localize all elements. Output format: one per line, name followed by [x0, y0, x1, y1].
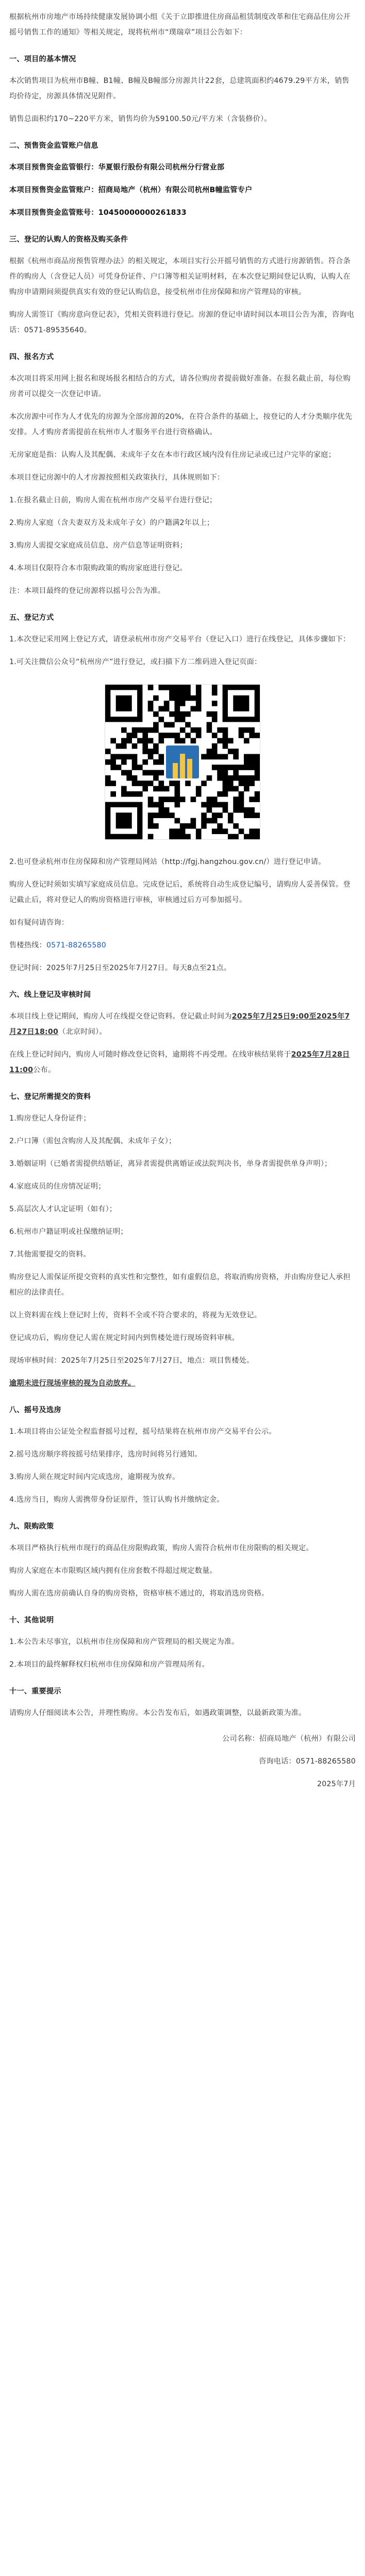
- section-7-list-item: 2.户口簿（需包含购房人及其配偶、未成年子女）；: [9, 1137, 176, 1145]
- section-8-paragraph-1: 1.本项目将由公证处全程监督摇号过程，摇号结果将在杭州市房产交易平台公示。: [9, 1428, 276, 1436]
- section-4-paragraph-4: 本项目登记房源中的人才房源按照相关政策执行，具体规则如下：: [9, 473, 225, 482]
- section-6-paragraph-2: [9, 1047, 356, 1078]
- section-9-paragraph-2: 购房人家庭在本市限购区域内拥有住房套数不得超过规定数量。: [9, 1567, 217, 1575]
- section-6-paragraph-1: [9, 1009, 356, 1040]
- section-2-line-1: 本项目预售资金监管银行：华夏银行股份有限公司杭州分行营业部: [9, 163, 225, 172]
- phone-label: 售楼热线：: [9, 941, 46, 950]
- section-11-title: 十一、重要提示: [9, 1687, 61, 1696]
- section-8-paragraph-2: 2.摇号选房顺序将按摇号结果排序，选房时间将另行通知。: [9, 1450, 202, 1459]
- section-10-paragraph-1: 1.本公告未尽事宜，以杭州市住房保障和房产管理局的相关规定为准。: [9, 1638, 239, 1646]
- section-4-list-item: 2.购房人家庭（含夫妻双方及未成年子女）的户籍满2年以上；: [9, 519, 214, 527]
- section-8-paragraph-4: 4.选房当日，购房人需携带身份证原件，签订认购书并缴纳定金。: [9, 1496, 224, 1504]
- signature-block: [9, 1731, 356, 1792]
- section-4-list-item: 4.本项目仅限符合本市限购政策的购房家庭进行登记。: [9, 564, 187, 572]
- section-7-list-item: 7.其他需要提交的资料。: [9, 1250, 91, 1259]
- signature-contact: 咨询电话：0571-88265580: [259, 1757, 356, 1766]
- section-7-title: 七、登记所需提交的资料: [9, 1093, 91, 1101]
- section-4-paragraph-2: 本次房源中可作为人才优先的房源为全部房源的20%，在符合条件的基础上，按登记的人才分类顺序优先安排。人才购房者需提前在杭州市人才服务平台进行资格确认。: [9, 413, 353, 436]
- section-3-paragraph-1: 根据《杭州市商品房预售管理办法》的相关规定，本项目实行公开摇号销售的方式进行房源销售。符合条件的购房人（含登记人员）可凭身份证件、户口簿等相关证明材料，在本次登记期间登记认购，认购人在购房申请期间须提供真实有效的登记认购信息，接受杭州市住房保障和房产管理局的审核。: [9, 257, 351, 296]
- phone-link[interactable]: 0571-88265580: [46, 941, 106, 950]
- section-9-paragraph-1: 本项目严格执行杭州市现行的商品住房限购政策，购房人需符合杭州市住房限购的相关规定。: [9, 1544, 313, 1552]
- section-9-paragraph-3: 购房人需在选房前确认自身的购房资格，资格审核不通过的，将取消选房资格。: [9, 1589, 269, 1598]
- section-6-p1-tail: （北京时间）。: [58, 1028, 107, 1036]
- section-9-title: 九、限购政策: [9, 1522, 54, 1531]
- section-5-paragraph-5: 如有疑问请咨询：: [9, 919, 69, 927]
- section-2-line-2: 本项目预售资金监管账户：招商局地产（杭州）有限公司杭州B幢监管专户: [9, 186, 253, 194]
- qr-code-container: [9, 684, 356, 840]
- section-4-title: 四、报名方式: [9, 353, 54, 361]
- section-6-p2-text: 在线上登记时间内，购房人可随时修改登记资料，逾期将不再受理。在线审核结果将于: [9, 1050, 291, 1059]
- section-10-paragraph-2: 2.本项目的最终解释权归杭州市住房保障和房产管理局所有。: [9, 1660, 210, 1669]
- section-7-list-item: 6.杭州市户籍证明或社保缴纳证明；: [9, 1228, 128, 1236]
- section-1-title: 一、项目的基本情况: [9, 55, 76, 63]
- section-11-paragraph-1: 请购房人仔细阅读本公告，并理性购房。本公告发布后，如遇政策调整，以最新政策为准。: [9, 1709, 306, 1717]
- section-5-phone-line: [9, 938, 356, 953]
- section-7-paragraph-2: 以上资料需在线上登记时上传，资料不全或不符合要求的，将视为无效登记。: [9, 1311, 262, 1319]
- section-5-paragraph-1: 1.本次登记采用网上登记方式，请登录杭州市房产交易平台（登记入口）进行在线登记，具体步骤如下：: [9, 635, 351, 643]
- section-7-list-item: 4.家庭成员的住房情况证明；: [9, 1182, 106, 1191]
- section-4-list-item: 3.购房人需提交家庭成员信息、房产信息等证明资料；: [9, 541, 187, 550]
- section-2-title: 二、预售资金监管账户信息: [9, 142, 98, 150]
- section-1-paragraph-1: 本次销售项目为杭州市B幢、B1幢、B幢及B幢部分房源共计22套，总建筑面积约4679.29平方米，销售均价待定，房源具体情况见附件。: [9, 77, 350, 100]
- section-7-list-item: 5.高层次人才认定证明（如有）；: [9, 1205, 117, 1213]
- section-2-line-3: 本项目预售资金监管账号：10450000000261833: [9, 209, 187, 217]
- qr-code-image[interactable]: [105, 684, 260, 840]
- qr-center-logo-icon: [164, 744, 201, 780]
- signature-date: 2025年7月: [317, 1780, 356, 1788]
- section-8-title: 八、摇号及选房: [9, 1406, 61, 1414]
- registration-date: 2025年7月25日9:00至2025年7月27日18:00: [9, 1012, 350, 1036]
- section-4-list-item: 1.在报名截止日前，购房人需在杭州市房产交易平台进行登记；: [9, 496, 217, 504]
- intro-paragraph: 根据杭州市房地产市场持续健康发展协调小组《关于立即推进住房商品租赁制度改革和住宅商品住房公开摇号销售工作的通知》等相关规定，现将杭州市“璞瑞章”项目公告如下：: [9, 13, 351, 37]
- section-3-title: 三、登记的认购人的资格及购买条件: [9, 235, 128, 244]
- section-4-paragraph-1: 本次项目将采用网上报名和现场报名相结合的方式，请各位购房者提前做好准备。在报名截止前，每位购房者可以提交一次登记申请。: [9, 375, 351, 398]
- section-5-time: 登记时间：2025年7月25日至2025年7月27日。每天8点至21点。: [9, 964, 231, 972]
- section-7-paragraph-4: 现场审核时间：2025年7月25日至2025年7月27日，地点：项目售楼处。: [9, 1357, 254, 1365]
- section-1-paragraph-2: 销售总面积约170~220平方米，销售均价为59100.50元/平方米（含装修价）。: [9, 115, 272, 123]
- signature-company: 公司名称：招商局地产（杭州）有限公司: [222, 1735, 356, 1743]
- section-7-highlight: 逾期未进行现场审核的视为自动放弃。: [9, 1379, 136, 1387]
- section-8-paragraph-3: 3.购房人须在规定时间内完成选房，逾期视为放弃。: [9, 1473, 180, 1481]
- result-date: 2025年7月28日11:00: [9, 1050, 350, 1074]
- section-10-title: 十、其他说明: [9, 1616, 54, 1624]
- section-5-paragraph-2: 1.可关注微信公众号“杭州房产”进行登记，或扫描下方二维码进入登记页面：: [9, 658, 262, 666]
- section-7-paragraph-3: 登记成功后，购房登记人需在规定时间内到售楼处进行现场资料审核。: [9, 1334, 240, 1342]
- section-4-paragraph-3: 无房家庭是指：认购人及其配偶、未成年子女在本市行政区域内没有住房记录或已过户完毕的家庭；: [9, 451, 336, 459]
- section-5-paragraph-3: 2.也可登录杭州市住房保障和房产管理局网站（http://fgj.hangzhou.gov.cn/）进行登记申请。: [9, 858, 326, 866]
- section-7-list-item: 3.婚姻证明（已婚者需提供结婚证，离异者需提供离婚证或法院判决书，单身者需提供单身声明）；: [9, 1160, 332, 1168]
- section-7-paragraph-1: 购房登记人需保证所提交资料的真实性和完整性，如有虚假信息，将取消购房资格，并由购房登记人承担相应的法律责任。: [9, 1273, 351, 1297]
- section-5-paragraph-4: 购房人登记时须如实填写家庭成员信息。完成登记后，系统将自动生成登记编号，请购房人妥善保管。登记截止后，将对登记人的购房资格进行审核，审核通过后方可参加摇号。: [9, 880, 351, 904]
- section-7-list-item: 1.购房登记人身份证件；: [9, 1114, 91, 1123]
- section-6-title: 六、线上登记及审核时间: [9, 991, 91, 999]
- section-6-p2-tail: 公布。: [33, 1066, 56, 1074]
- section-6-p1-text: 本项目线上登记期间，购房人可在线提交登记资料。登记截止时间为: [9, 1012, 232, 1021]
- section-3-paragraph-2: 购房人需签订《购房意向登记表》，凭相关资料进行登记。房源的登记申请时间以本项目公告为准，咨询电话：0571-89535640。: [9, 311, 355, 334]
- section-4-paragraph-5: 注：本项目最终的登记房源将以摇号公告为准。: [9, 587, 165, 595]
- section-5-title: 五、登记方式: [9, 614, 54, 622]
